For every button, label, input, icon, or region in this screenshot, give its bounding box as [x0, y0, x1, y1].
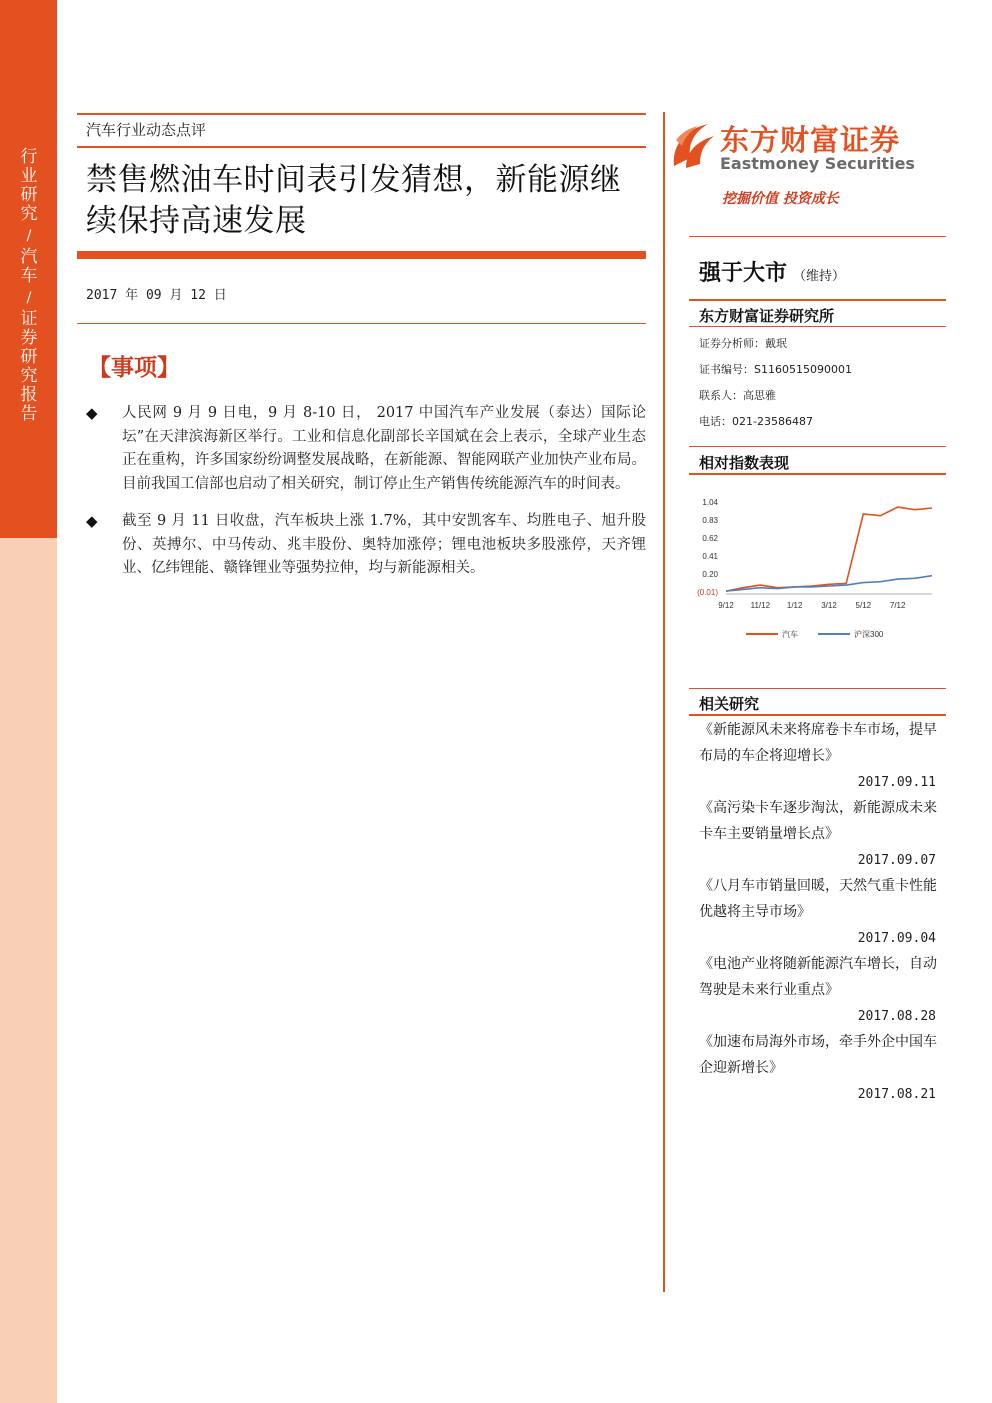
- brand-name-cn: 东方财富证券: [720, 123, 901, 157]
- sidebar-separator: /: [26, 228, 32, 244]
- chart-y-tick-label: 0.62: [702, 534, 718, 543]
- chart-x-tick-label: 5/12: [855, 601, 872, 610]
- report-date: 2017 年 09 月 12 日: [86, 288, 227, 303]
- related-item-title[interactable]: 《新能源风未来将席卷卡车市场，提早布局的车企将迎增长》: [699, 722, 937, 764]
- brand-slogan: 挖掘价值 投资成长: [722, 191, 839, 207]
- chart-x-tick-label: 1/12: [786, 601, 803, 610]
- section-title: 【事项】: [88, 354, 180, 381]
- title-bottom-bar: [77, 251, 646, 259]
- related-top-rule: [689, 688, 946, 689]
- related-item-date: 2017.09.07: [857, 853, 936, 868]
- chart-x-tick-label: 3/12: [821, 601, 837, 610]
- related-item-date: 2017.08.28: [857, 1009, 936, 1024]
- brand-logo: [668, 116, 928, 186]
- brand-mark-icon: [668, 118, 718, 174]
- rating-top-rule: [689, 236, 946, 237]
- chart-y-tick-label: 1.04: [702, 498, 718, 507]
- rating-note: （维持）: [793, 269, 846, 284]
- institute-name: 东方财富证券研究所: [699, 307, 835, 325]
- sidebar-segment-research: 行业研究: [20, 147, 38, 224]
- chart-panel-title-rule: [689, 473, 946, 475]
- related-title: 相关研究: [699, 695, 760, 713]
- list-item: [86, 510, 646, 581]
- rating-bottom-rule: [689, 299, 946, 301]
- related-item-title[interactable]: 《电池产业将随新能源汽车增长，自动驾驶是未来行业重点》: [699, 956, 937, 998]
- chart-series-line: [726, 576, 932, 591]
- related-item-title[interactable]: 《八月车市销量回暖，天然气重卡性能优越将主导市场》: [699, 878, 937, 920]
- chart-x-tick-label: 9/12: [718, 601, 734, 610]
- sidebar-category-label: [16, 148, 42, 424]
- bullet-text: 截至 9 月 11 日收盘，汽车板块上涨 1.7%，其中安凯客车、均胜电子、旭升股份、英搏尔、中马传动、兆丰股份、奥特加涨停；锂电池板块多股涨停，天齐锂业、亿纬锂能、赣锋锂业等强势拉伸，均与新能源相关。: [122, 513, 646, 576]
- chart-y-tick-label: 0.41: [702, 552, 718, 561]
- related-item-date: 2017.09.11: [857, 775, 936, 790]
- contact-person: 联系人：高思雅: [699, 389, 776, 402]
- analyst-name: 证券分析师：戴珉: [699, 337, 787, 350]
- related-title-rule: [689, 714, 946, 716]
- bullet-list: [86, 402, 646, 595]
- sidebar-band-light: [0, 538, 57, 1403]
- chart-legend-label: 沪深300: [854, 630, 884, 639]
- certificate-number: 证书编号：S1160515090001: [699, 363, 852, 376]
- related-item-title[interactable]: 《加速布局海外市场，牵手外企中国车企迎新增长》: [699, 1034, 937, 1076]
- brand-name-en: Eastmoney Securities: [720, 154, 915, 173]
- list-item: [86, 402, 646, 496]
- chart-panel-title: 相对指数表现: [699, 454, 790, 472]
- phone-number: 电话：021-23586487: [699, 415, 813, 428]
- sidebar-separator: /: [26, 290, 32, 306]
- related-item-date: 2017.08.21: [857, 1087, 936, 1102]
- chart-legend-label: 汽车: [782, 630, 798, 639]
- sidebar-segment-report: 证券研究报告: [20, 309, 38, 424]
- sidebar-segment-auto: 汽车: [20, 247, 38, 286]
- header-mid-rule: [77, 146, 646, 148]
- doc-type-label: 汽车行业动态点评: [86, 121, 207, 139]
- diamond-bullet-icon: ◆: [86, 404, 98, 422]
- diamond-bullet-icon: ◆: [86, 512, 98, 530]
- rating-label: 强于大市: [699, 261, 788, 286]
- chart-panel-top-rule: [689, 446, 946, 447]
- chart-x-tick-label: 7/12: [889, 601, 906, 610]
- bullet-text: 人民网 9 月 9 日电，9 月 8-10 日， 2017 中国汽车产业发展（泰达）国际论坛”在天津滨海新区举行。工业和信息化副部长辛国斌在会上表示，全球产业生态正在重构，许多国家纷纷调整发展战略，在新能源、智能网联产业加快产业布局。目前我国工信部也启动了相关研究，制订停止生产销售传统能源汽车的时间表。: [122, 405, 646, 492]
- chart-y-tick-label: 0.20: [702, 570, 718, 579]
- rating-badge: [699, 256, 845, 287]
- relative-index-chart: [688, 488, 946, 648]
- date-rule: [77, 323, 646, 324]
- institute-rule: [689, 326, 946, 327]
- header-top-rule: [77, 113, 646, 115]
- page-title: 禁售燃油车时间表引发猜想，新能源继续保持高速发展: [86, 162, 622, 239]
- chart-y-tick-label: 0.83: [702, 516, 718, 525]
- chart-x-tick-label: 11/12: [750, 601, 771, 610]
- related-item-date: 2017.09.04: [857, 931, 936, 946]
- chart-y-tick-label: (0.01): [697, 588, 718, 597]
- related-item-title[interactable]: 《高污染卡车逐步淘汰，新能源成未来卡车主要销量增长点》: [699, 800, 937, 842]
- column-divider: [663, 112, 665, 1292]
